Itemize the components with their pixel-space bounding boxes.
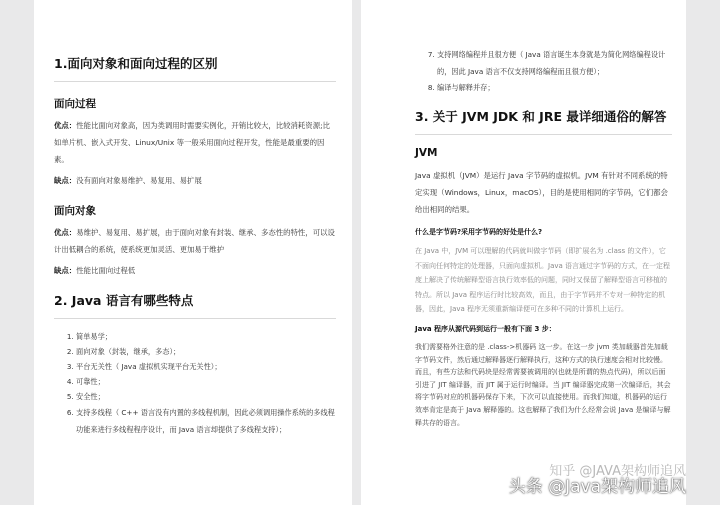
section-1-title: 1.面向对象和面向过程的区别	[54, 56, 218, 71]
section-3-title: 3. 关于 JVM JDK 和 JRE 最详细通俗的解答	[415, 109, 667, 124]
procedural-disadvantages	[54, 172, 336, 189]
oo-disadvantages	[54, 262, 336, 279]
toutiao-watermark: 头条 @Java架构师追风	[508, 477, 686, 497]
list-item: 8. 编译与解释并存；	[437, 80, 672, 95]
list-item: 3. 平台无关性（ Java 虚拟机实现平台无关性）；	[76, 359, 336, 374]
disadvantage-label: 缺点：	[54, 176, 77, 185]
list-item: 6. 支持多线程（ C++ 语言没有内置的多线程机制，因此必须调用操作系统的多线程功能来进行多线程程序设计，而 Java 语言却提供了多线程支持）；	[76, 404, 336, 438]
jvm-paragraph: Java 虚拟机（JVM）是运行 Java 字节码的虚拟机。JVM 有针对不同系统的特定实现（Windows，Linux，macOS），目的是使用相同的字节码，它们都会给出相同的结果。	[415, 171, 668, 214]
advantage-text: 性能比面向对象高，因为类调用时需要实例化，开销比较大，比较消耗资源;比如单片机、嵌入式开发、Linux/Unix 等一般采用面向过程开发，性能是最重要的因素。	[54, 121, 330, 164]
title-divider	[54, 81, 336, 82]
procedural-advantages	[54, 117, 336, 168]
list-item: 1. 简单易学；	[76, 329, 336, 344]
right-document-page	[361, 0, 686, 505]
title-divider	[54, 318, 336, 319]
disadvantage-text: 没有面向对象易维护、易复用、易扩展	[76, 176, 202, 185]
title-divider	[415, 134, 672, 135]
section-2-title: 2. Java 语言有哪些特点	[54, 293, 194, 308]
left-document-page	[34, 0, 352, 505]
compile-steps-paragraph: 我们需要格外注意的是 .class->机器码 这一步。在这一步 jvm 类加载器首先加载字节码文件，然后通过解释器逐行解释执行，这种方式的执行速度会相对比较慢。而且，有些方法和代码块是经常需要被调用的(也就是所谓的热点代码)，所以后面引进了 JIT 编译器，而 JIT 属于运行时编译。当 JIT 编译器完成第一次编译后，其会将字节码对应的机器码保存下来，下次可以直接使用。而我们知道，机器码的运行效率肯定是高于 Java 解释器的。这也解释了我们为什么经常会说 Java 是编译与解释共存的语言。	[415, 342, 671, 427]
list-item: 2. 面向对象（封装，继承，多态）；	[76, 344, 336, 359]
list-item: 4. 可靠性；	[76, 374, 336, 389]
disadvantage-label: 缺点：	[54, 266, 77, 275]
jvm-heading: JVM	[415, 147, 438, 159]
advantage-text: 易维护、易复用、易扩展，由于面向对象有封装、继承、多态性的特性，可以设计出低耦合的系统，使系统更加灵活、更加易于维护	[54, 228, 335, 254]
java-features-list-continued	[415, 46, 672, 95]
list-item: 5. 安全性；	[76, 389, 336, 404]
advantage-label: 优点：	[54, 228, 77, 237]
procedural-heading: 面向过程	[54, 98, 96, 110]
list-item: 7. 支持网络编程并且很方便（ Java 语言诞生本身就是为简化网络编程设计的，因此 Java 语言不仅支持网络编程而且很方便）；	[437, 46, 672, 80]
bytecode-paragraph: 在 Java 中，JVM 可以理解的代码就叫做字节码（即扩展名为 .class 的文件），它不面向任何特定的处理器，只面向虚拟机。Java 语言通过字节码的方式，在一定程度上解决了传统解释型语言执行效率低的问题，同时又保留了解释型语言可移植的特点。所以 Java 程序运行时比较高效，而且，由于字节码并不专对一种特定的机器，因此，Java 程序无须重新编译便可在多种不同的计算机上运行。	[415, 247, 671, 314]
zhihu-watermark: 知乎 @JAVA架构师追风	[549, 464, 686, 479]
oo-advantages	[54, 224, 336, 258]
disadvantage-text: 性能比面向过程低	[76, 266, 136, 275]
compile-steps-heading: Java 程序从源代码到运行一般有下面 3 步：	[415, 324, 556, 333]
object-oriented-heading: 面向对象	[54, 205, 96, 217]
bytecode-question: 什么是字节码?采用字节码的好处是什么?	[415, 228, 543, 236]
advantage-label: 优点：	[54, 121, 77, 130]
java-features-list	[54, 329, 336, 438]
